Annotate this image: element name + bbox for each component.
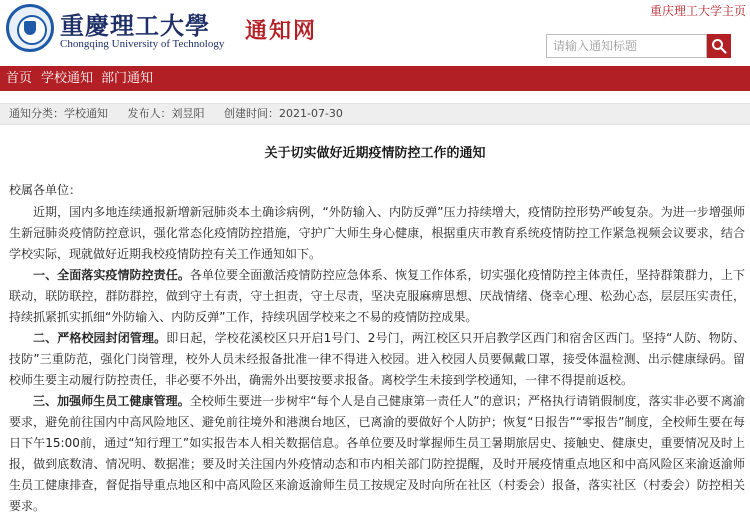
section-heading: 三、加强师生员工健康管理。 <box>33 394 190 408</box>
article-section <box>9 391 745 517</box>
university-homepage-link[interactable]: 重庆理工大学主页 <box>649 4 746 18</box>
section-body: 各单位要全面激活疫情防控应急体系、恢复工作体系，切实强化疫情防控主体责任，坚持群策群力，上下联动，联防联控，群防群控，做到守土有责，守土担责，守土尽责，坚决克服麻痹思想、厌战情绪、侥幸心理、松劲心态，层层压实责任，持续抓紧抓实抓细“外防输入、内防反弹”工作，持续巩固学校来之不易的疫情防控成果。 <box>9 268 745 324</box>
notice-created-time: 创建时间：2021-07-30 <box>224 107 343 120</box>
nav-item-school-notices[interactable]: 学校通知 <box>41 71 94 86</box>
section-heading: 一、全面落实疫情防控责任。 <box>33 268 190 282</box>
notice-publisher: 发布人：刘昱阳 <box>127 107 205 120</box>
search-icon <box>711 38 727 54</box>
section-body: 全校师生要进一步树牢“每个人是自己健康第一责任人”的意识；严格执行请销假制度，落实非必要不离渝要求，避免前往国内中高风险地区、避免前往境外和港澳台地区，已离渝的要做好个人防护；恢复“日报告”“零报告”制度，全校师生要在每日下午15:00前，通过“知行理工”如实报告本人相关数据信息。各单位要及时掌握师生员工暑期旅居史、接触史、健康史，重要情况及时上报，做到底数清、情况明、数据准；要及时关注国内外疫情动态和市内相关部门防控提醒，及时开展疫情重点地区和中高风险区来渝返渝师生员工健康排查，督促指导重点地区和中高风险区来渝返渝师生员工按规定及时向所在社区（村委会）报备，落实社区（村委会）防控相关要求。 <box>9 394 745 513</box>
article-salutation: 校属各单位： <box>9 183 82 197</box>
university-name[interactable]: 重慶理工大學 <box>60 11 210 40</box>
section-heading: 二、严格校园封闭管理。 <box>33 331 167 345</box>
article-title: 关于切实做好近期疫情防控工作的通知 <box>264 146 486 161</box>
nav-item-home[interactable]: 首页 <box>6 71 33 86</box>
site-title: 通知网 <box>245 19 318 44</box>
university-name-english: Chongqing University of Technology <box>60 38 225 50</box>
site-header <box>0 0 750 66</box>
article-section <box>9 265 745 328</box>
article-intro: 近期，国内多地连续通报新增新冠肺炎本土确诊病例，“外防输入、内防反弹”压力持续增大，疫情防控形势严峻复杂。为进一步增强师生新冠肺炎疫情防控意识，强化常态化疫情防控措施，守护广大师生身心健康，根据重庆市教育系统疫情防控工作紧急视频会议要求，结合学校实际，现就做好近期我校疫情防控有关工作通知如下。 <box>9 205 745 261</box>
university-seal-icon[interactable] <box>6 4 54 52</box>
section-body: 即日起，学校花溪校区只开启1号门、2号门，两江校区只开启教学区西门和宿舍区西门。坚持“人防、物防、技防”三重防范，强化门岗管理，校外人员未经报备批准一律不得进入校园。进入校园人员要佩戴口罩，接受体温检测、出示健康绿码。留校师生要主动履行防控责任，非必要不外出，确需外出要按要求报备。离校学生未接到学校通知，一律不得提前返校。 <box>9 331 745 387</box>
search-button[interactable] <box>707 34 731 58</box>
notice-meta-bar <box>0 103 750 125</box>
search-input[interactable] <box>546 34 707 58</box>
article-section <box>9 328 745 391</box>
article-content <box>9 180 745 517</box>
main-nav <box>0 66 750 91</box>
notice-category: 通知分类：学校通知 <box>9 107 108 120</box>
nav-item-department-notices[interactable]: 部门通知 <box>101 71 154 86</box>
